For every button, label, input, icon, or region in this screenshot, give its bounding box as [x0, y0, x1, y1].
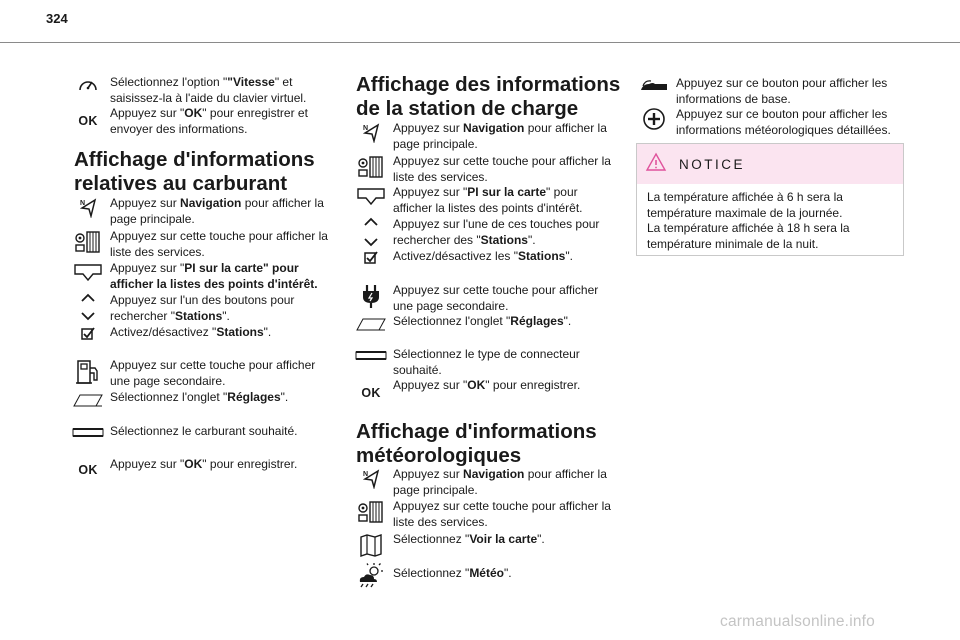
navigation-arrow-icon [72, 196, 104, 218]
svg-text:N: N [363, 471, 369, 478]
step-settings-tab [355, 314, 620, 334]
selection-bar-icon [355, 347, 387, 363]
notice-header [637, 144, 903, 184]
notice-box [636, 143, 904, 256]
chevron-down-icon [80, 311, 96, 321]
svg-text:N: N [80, 200, 86, 207]
heading-weather: Affichage d'informations météorologiques [356, 420, 597, 467]
warning-triangle-icon [645, 152, 667, 177]
step-text: Sélectionnez l'onglet "Réglages". [393, 314, 572, 328]
weather-icon [355, 562, 387, 588]
step-poi [72, 261, 334, 292]
chevron-up-icon [363, 217, 379, 227]
chevron-down-icon [363, 237, 379, 247]
step-text: Sélectionnez le type de connecteur souhaité. [393, 347, 580, 377]
step-text: Appuyez sur cette touche pour afficher une page secondaire. [393, 283, 599, 313]
step-poi [355, 185, 620, 216]
navigation-arrow-icon [355, 467, 387, 489]
step-services [72, 229, 334, 260]
notice-title: NOTICE [679, 156, 746, 172]
step-search-stations [72, 293, 334, 324]
heading-fuel: Affichage d'informations relatives au carburant [74, 148, 315, 195]
step-text: Appuyez sur ce bouton pour afficher les informations météorologiques détaillées. [676, 107, 891, 137]
step-view-map [355, 532, 620, 558]
step-basic-info [638, 76, 903, 107]
step-secondary-page [72, 358, 334, 389]
poi-map-icon [355, 185, 387, 207]
step-text: Sélectionnez le carburant souhaité. [110, 424, 298, 438]
step-navigation [355, 467, 620, 498]
step-text: Appuyez sur cette touche pour afficher la liste des services. [393, 154, 611, 184]
step-text: Sélectionnez "Voir la carte". [393, 532, 545, 546]
ok-label: OK [361, 386, 381, 400]
ok-label: OK [78, 114, 98, 128]
notice-line: La température affichée à 6 h sera la température maximale de la journée. [647, 190, 843, 220]
step-text: Activez/désactivez "Stations". [110, 325, 272, 339]
step-navigation [72, 196, 334, 227]
step-text: Appuyez sur l'un des boutons pour rechercher "Stations". [110, 293, 295, 323]
step-detailed-info [638, 107, 903, 138]
step-ok-save [355, 378, 620, 400]
step-text: Sélectionnez l'option ""Vitesse" et saisissez-la à l'aide du clavier virtuel. [110, 75, 307, 105]
ok-label: OK [78, 463, 98, 477]
charging-plug-icon [355, 283, 387, 309]
tab-icon [355, 314, 387, 334]
step-select-fuel [72, 424, 334, 440]
checkbox-icon [72, 325, 104, 341]
services-icon [72, 229, 104, 255]
map-icon [355, 532, 387, 558]
poi-map-icon [72, 261, 104, 283]
step-text: Activez/désactivez les "Stations". [393, 249, 573, 263]
step-text: Appuyez sur "OK" pour enregistrer. [393, 378, 581, 392]
notice-body [637, 184, 903, 252]
step-text: Appuyez sur Navigation pour afficher la page principale. [393, 121, 607, 151]
step-text: Appuyez sur l'une de ces touches pour rechercher des "Stations". [393, 217, 600, 247]
header-divider [0, 42, 960, 43]
checkbox-icon [355, 249, 387, 265]
step-text: Sélectionnez l'onglet "Réglages". [110, 390, 289, 404]
step-services [355, 499, 620, 530]
navigation-arrow-icon [355, 121, 387, 143]
weather-basic-icon [638, 76, 670, 94]
svg-text:N: N [363, 125, 369, 132]
step-ok-send [72, 106, 332, 137]
page-number: 324 [46, 11, 68, 26]
step-text: Appuyez sur ce bouton pour afficher les informations de base. [676, 76, 888, 106]
step-text: Appuyez sur cette touche pour afficher la liste des services. [110, 229, 328, 259]
services-icon [355, 499, 387, 525]
step-navigation [355, 121, 620, 152]
step-text: Appuyez sur Navigation pour afficher la page principale. [393, 467, 607, 497]
notice-line: La température affichée à 18 h sera la température minimale de la nuit. [647, 221, 850, 251]
step-settings-tab [72, 390, 334, 410]
step-speed [72, 75, 332, 106]
step-secondary-page [355, 283, 620, 314]
step-text: Appuyez sur "PI sur la carte" pour afficher la listes des points d'intérêt. [393, 185, 583, 215]
step-text: Appuyez sur "PI sur la carte" pour afficher la listes des points d'intérêt. [110, 261, 318, 291]
step-ok-save [72, 457, 334, 477]
step-weather [355, 562, 620, 588]
step-select-connector [355, 347, 620, 378]
step-toggle-stations [72, 325, 334, 341]
step-text: Appuyez sur Navigation pour afficher la page principale. [110, 196, 324, 226]
plus-circle-icon [638, 107, 670, 131]
speedometer-icon [72, 75, 104, 97]
fuel-pump-icon [72, 358, 104, 386]
selection-bar-icon [72, 424, 104, 440]
heading-charging: Affichage des informations de la station de charge [356, 73, 621, 120]
services-icon [355, 154, 387, 180]
step-services [355, 154, 620, 185]
step-text: Appuyez sur "OK" pour enregistrer et envoyer des informations. [110, 106, 308, 136]
step-text: Appuyez sur cette touche pour afficher une page secondaire. [110, 358, 316, 388]
step-text: Appuyez sur "OK" pour enregistrer. [110, 457, 298, 471]
step-text: Sélectionnez "Météo". [393, 566, 512, 580]
step-search-stations [355, 217, 620, 248]
tab-icon [72, 390, 104, 410]
chevron-up-icon [80, 293, 96, 303]
step-text: Appuyez sur cette touche pour afficher la liste des services. [393, 499, 611, 529]
step-toggle-stations [355, 249, 620, 265]
watermark: carmanualsonline.info [720, 613, 875, 630]
